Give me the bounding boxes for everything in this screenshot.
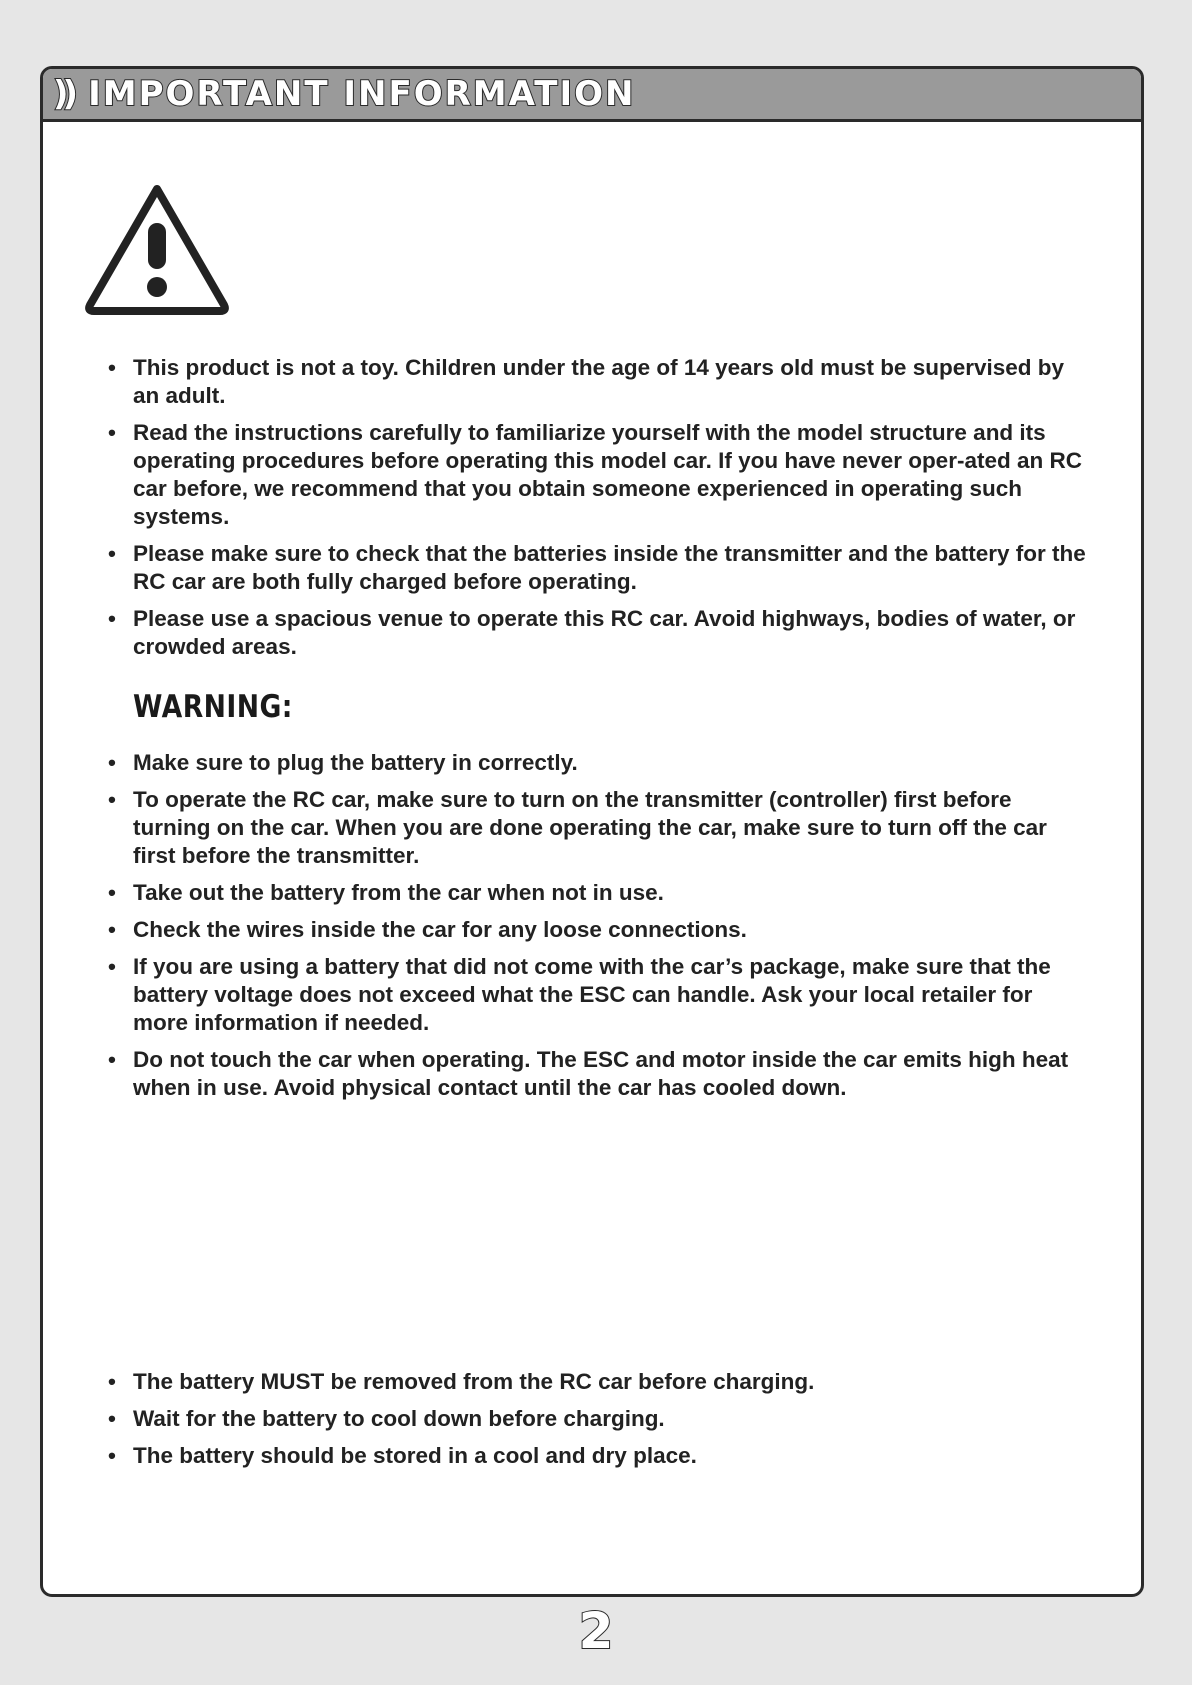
list-item: • Please use a spacious venue to operate this RC car. Avoid highways, bodies of water, or crowded areas. <box>43 605 1141 661</box>
list-item: • Read the instructions carefully to familiarize yourself with the model structure and its operating procedures before operating this model car. If you have never oper-ated an RC car before, we recommend that you obtain someone experienced in operating such systems. <box>43 419 1141 531</box>
list-item: • This product is not a toy. Children under the age of 14 years old must be supervised by an adult. <box>43 354 1141 410</box>
warning-bullet-list <box>43 749 1141 1102</box>
list-item: • If you are using a battery that did not come with the car’s package, make sure that the battery voltage does not exceed what the ESC can handle. Ask your local retailer for more information if needed. <box>43 953 1141 1037</box>
warning-triangle-icon <box>82 179 232 319</box>
intro-bullet-list <box>43 354 1141 661</box>
list-item: • Take out the battery from the car when not in use. <box>43 879 1141 907</box>
warning-section <box>43 749 1141 1111</box>
panel-header <box>43 69 1141 122</box>
list-item: • Wait for the battery to cool down before charging. <box>43 1405 1141 1433</box>
list-item: • Please make sure to check that the batteries inside the transmitter and the battery for the RC car are both fully charged before operating. <box>43 540 1141 596</box>
battery-bullet-list <box>43 1368 1141 1470</box>
panel-title: IMPORTANT INFORMATION <box>88 74 636 114</box>
list-item: • To operate the RC car, make sure to turn on the transmitter (controller) first before turning on the car. When you are done operating the car, make sure to turn off the car first before the transmitter. <box>43 786 1141 870</box>
battery-section <box>43 1368 1141 1479</box>
info-panel <box>40 66 1144 1597</box>
list-item: • The battery MUST be removed from the RC car before charging. <box>43 1368 1141 1396</box>
page-number: 2 <box>578 1602 614 1660</box>
intro-section <box>43 354 1141 670</box>
list-item: • Check the wires inside the car for any loose connections. <box>43 916 1141 944</box>
warning-heading: WARNING: <box>133 689 293 725</box>
list-item: • Do not touch the car when operating. The ESC and motor inside the car emits high heat when in use. Avoid physical contact until the car has cooled down. <box>43 1046 1141 1102</box>
list-item: • Make sure to plug the battery in correctly. <box>43 749 1141 777</box>
list-item: • The battery should be stored in a cool and dry place. <box>43 1442 1141 1470</box>
header-chevron: )) <box>53 74 73 114</box>
